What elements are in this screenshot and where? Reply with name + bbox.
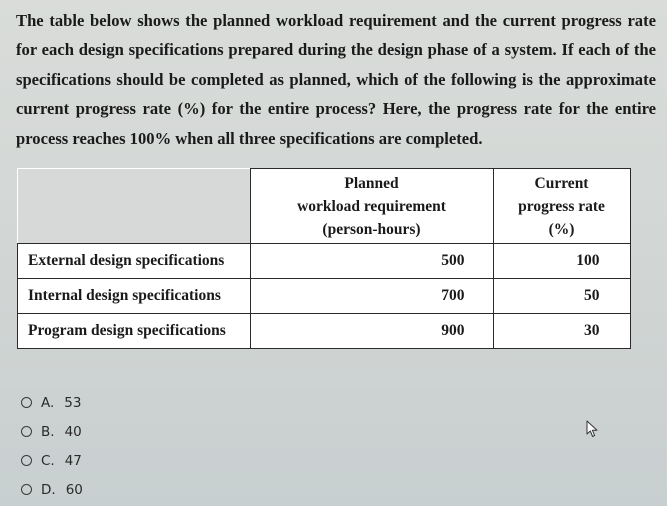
- table-header-progress: [493, 169, 630, 244]
- option-d[interactable]: [21, 475, 83, 504]
- spec-name: Program design specifications: [18, 314, 251, 349]
- radio-button-icon[interactable]: [21, 426, 32, 437]
- option-letter: C.: [41, 452, 55, 469]
- header-line: workload requirement: [297, 197, 446, 215]
- option-value: 40: [64, 423, 82, 440]
- workload-value: 500: [250, 244, 493, 279]
- workload-value: 900: [250, 314, 493, 349]
- option-letter: D.: [41, 481, 56, 498]
- option-value: 60: [65, 481, 83, 498]
- question-text: The table below shows the planned workload requirement and the current progress rate for each design specifications prepared during the design phase of a system. If each of the specifications should be completed as planned, which of the following is the approximate current progress rate (%) for the entire process? Here, the progress rate for the entire process reaches 100% when all three specifications are completed.: [16, 11, 656, 148]
- workload-value: 700: [250, 279, 493, 314]
- table: [17, 168, 631, 349]
- option-value: 53: [64, 394, 82, 411]
- table-row: [18, 279, 631, 314]
- mouse-pointer-icon: [586, 420, 600, 438]
- radio-button-icon[interactable]: [21, 397, 32, 408]
- progress-table: [17, 168, 631, 349]
- option-c[interactable]: [21, 446, 83, 475]
- header-line: (%): [548, 220, 575, 238]
- progress-value: 50: [493, 279, 630, 314]
- option-letter: B.: [41, 423, 55, 440]
- radio-button-icon[interactable]: [21, 484, 32, 495]
- option-value: 47: [64, 452, 82, 469]
- table-row: [18, 244, 631, 279]
- header-line: progress rate: [518, 197, 605, 215]
- radio-button-icon[interactable]: [21, 455, 32, 466]
- header-line: Planned: [344, 174, 399, 192]
- progress-value: 100: [493, 244, 630, 279]
- header-line: (person-hours): [322, 220, 421, 238]
- spec-name: Internal design specifications: [18, 279, 251, 314]
- table-row: [18, 314, 631, 349]
- table-header-row: [18, 169, 631, 244]
- option-letter: A.: [41, 394, 55, 411]
- progress-value: 30: [493, 314, 630, 349]
- table-header-workload: [250, 169, 493, 244]
- option-a[interactable]: [21, 388, 83, 417]
- answer-options: [21, 388, 83, 504]
- header-line: Current: [534, 174, 589, 192]
- option-b[interactable]: [21, 417, 83, 446]
- table-header-blank: [18, 169, 251, 244]
- spec-name: External design specifications: [18, 244, 251, 279]
